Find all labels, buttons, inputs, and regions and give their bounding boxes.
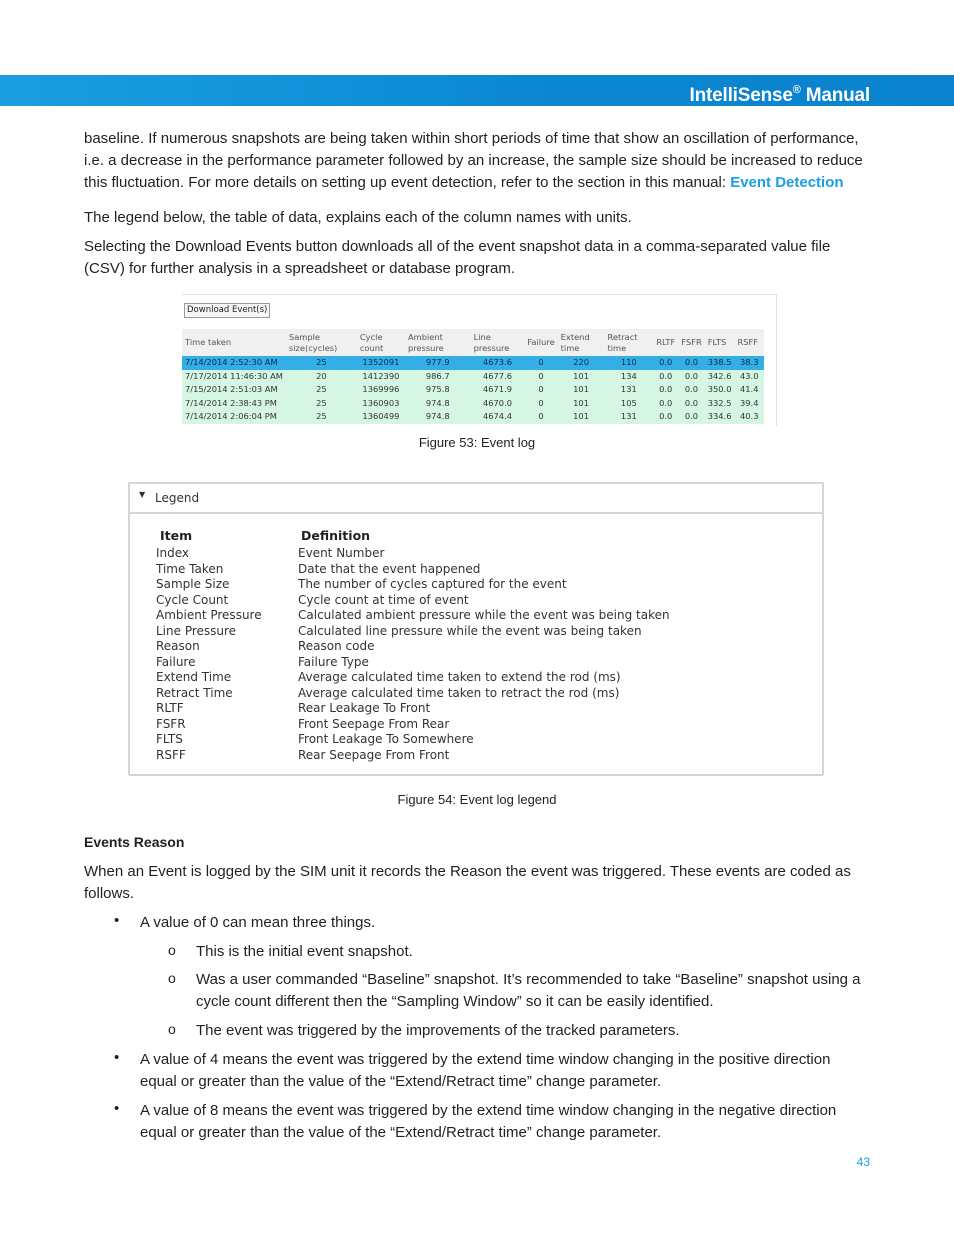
- table-cell: 110: [605, 356, 654, 370]
- table-cell: 0: [524, 397, 557, 411]
- bullet-value-8: A value of 8 means the event was triggered by the extend time window changing in the negative direction equal or greater than the value of the “Extend/Retract time” change parameter.: [140, 1102, 837, 1141]
- table-cell: 977.9: [405, 356, 471, 370]
- bullet-value-0: A value of 0 can mean three things.: [140, 914, 376, 931]
- table-cell: 332.5: [705, 397, 735, 411]
- table-cell: 101: [558, 370, 605, 384]
- legend-item: Failure: [156, 654, 196, 669]
- legend-item: Sample Size: [156, 577, 230, 591]
- table-row[interactable]: [182, 370, 764, 384]
- legend-definition: Front Seepage From Rear: [298, 716, 450, 731]
- events-reason-intro: When an Event is logged by the SIM unit it records the Reason the event was triggered. These events are coded as follows.: [84, 863, 851, 902]
- column-header[interactable]: RLTF: [653, 329, 678, 356]
- figure-54-caption: Figure 54: Event log legend: [397, 792, 557, 807]
- table-cell: 7/17/2014 11:46:30 AM: [182, 370, 286, 384]
- column-header[interactable]: Ambient pressure: [405, 329, 471, 356]
- table-cell: 43.0: [734, 370, 764, 384]
- table-row[interactable]: [182, 383, 764, 397]
- table-cell: 220: [558, 356, 605, 370]
- column-header[interactable]: Sample size(cycles): [286, 329, 357, 356]
- table-cell: 134: [605, 370, 654, 384]
- table-cell: 40.3: [734, 410, 764, 424]
- table-cell: 0.0: [653, 370, 678, 384]
- legend-definition: Average calculated time taken to retract the rod (ms): [298, 685, 620, 700]
- event-log-table: [182, 329, 764, 424]
- table-cell: 38.3: [734, 356, 764, 370]
- paragraph-download: Selecting the Download Events button downloads all of the event snapshot data in a comma-separated value file (CSV) for further analysis in a spreadsheet or database program.: [84, 238, 831, 277]
- legend-definition: Date that the event happened: [298, 561, 481, 576]
- table-cell: 1360903: [357, 397, 405, 411]
- legend-definition: Reason code: [298, 639, 375, 653]
- paragraph-baseline: baseline. If numerous snapshots are being taken within short periods of time that show an oscillation of performance, i.e. a decrease in the performance parameter followed by an increase, the sample size should be increased to reduce this fluctuation. For more details on setting up event detection, refer to the section in this manual: Event Detection: [84, 130, 863, 191]
- sub-bullet-baseline: Was a user commanded “Baseline” snapshot. It’s recommended to take “Baseline” snapshot using a cycle count different then the “Sampling Window” so it can be easily identified.: [196, 971, 861, 1010]
- table-cell: 4673.6: [471, 356, 525, 370]
- table-cell: 7/15/2014 2:51:03 AM: [182, 383, 286, 397]
- sub-bullet-icon: o: [168, 970, 176, 986]
- table-row[interactable]: [182, 356, 764, 370]
- table-cell: 1360499: [357, 410, 405, 424]
- table-cell: 1412390: [357, 370, 405, 384]
- legend-item: FSFR: [156, 716, 186, 731]
- legend-item: RSFF: [156, 747, 186, 762]
- event-log-header-row: [182, 329, 764, 356]
- table-cell: 131: [605, 410, 654, 424]
- table-cell: 0.0: [678, 356, 704, 370]
- table-cell: 350.0: [705, 383, 735, 397]
- table-cell: 25: [286, 383, 357, 397]
- manual-title: IntelliSense® Manual: [689, 84, 870, 106]
- table-cell: 7/14/2014 2:52:30 AM: [182, 356, 286, 370]
- legend-item: Line Pressure: [156, 623, 237, 638]
- table-cell: 1369996: [357, 383, 405, 397]
- table-cell: 20: [286, 370, 357, 384]
- legend-definition: Rear Leakage To Front: [298, 701, 431, 715]
- legend-col-item: Item: [160, 528, 193, 543]
- events-reason-heading: Events Reason: [84, 834, 185, 850]
- legend-item: Index: [156, 546, 190, 560]
- bullet-icon: •: [114, 1049, 120, 1066]
- column-header[interactable]: Line pressure: [471, 329, 525, 356]
- caret-down-icon[interactable]: ▼: [139, 490, 146, 499]
- table-cell: 986.7: [405, 370, 471, 384]
- legend-panel: [128, 482, 824, 776]
- table-cell: 0: [524, 356, 557, 370]
- table-cell: 0: [524, 383, 557, 397]
- event-log-screenshot: [182, 294, 777, 426]
- table-cell: 0: [524, 370, 557, 384]
- legend-item: FLTS: [156, 732, 183, 746]
- table-cell: 0.0: [678, 397, 704, 411]
- table-row[interactable]: [182, 410, 764, 424]
- table-cell: 334.6: [705, 410, 735, 424]
- event-detection-link[interactable]: Event Detection: [730, 173, 844, 191]
- legend-col-definition: Definition: [301, 528, 371, 543]
- sub-bullet-initial: This is the initial event snapshot.: [196, 943, 413, 960]
- column-header[interactable]: RSFF: [734, 329, 764, 356]
- header-bar: [0, 75, 954, 106]
- column-header[interactable]: FLTS: [705, 329, 735, 356]
- table-cell: 105: [605, 397, 654, 411]
- figure-53-caption: Figure 53: Event log: [418, 435, 536, 450]
- table-cell: 974.8: [405, 410, 471, 424]
- legend-definition: The number of cycles captured for the event: [298, 577, 567, 591]
- column-header[interactable]: Time taken: [182, 329, 286, 356]
- legend-header[interactable]: [130, 484, 822, 514]
- table-cell: 101: [558, 383, 605, 397]
- table-cell: 25: [286, 410, 357, 424]
- paragraph-legend-intro: The legend below, the table of data, explains each of the column names with units.: [84, 209, 632, 226]
- table-cell: 0.0: [678, 383, 704, 397]
- legend-title: Legend: [155, 491, 200, 505]
- table-cell: 974.8: [405, 397, 471, 411]
- table-cell: 975.8: [405, 383, 471, 397]
- legend-definition: Event Number: [298, 546, 385, 560]
- legend-definition: Cycle count at time of event: [298, 592, 469, 607]
- table-cell: 7/14/2014 2:38:43 PM: [182, 397, 286, 411]
- table-cell: 4670.0: [471, 397, 525, 411]
- bullet-icon: •: [114, 1100, 120, 1117]
- legend-definition: Average calculated time taken to extend the rod (ms): [298, 670, 621, 684]
- table-cell: 41.4: [734, 383, 764, 397]
- table-cell: 0.0: [653, 383, 678, 397]
- table-cell: 4677.6: [471, 370, 525, 384]
- legend-item: RLTF: [156, 701, 184, 715]
- sub-bullet-icon: o: [168, 942, 176, 958]
- legend-definition: Calculated ambient pressure while the event was being taken: [298, 608, 670, 622]
- legend-item: Extend Time: [156, 670, 232, 684]
- table-cell: 4674.4: [471, 410, 525, 424]
- download-events-button[interactable]: Download Event(s): [184, 303, 270, 318]
- sub-bullet-icon: o: [168, 1021, 176, 1037]
- column-header[interactable]: Retract time: [605, 329, 654, 356]
- legend-item: Retract Time: [156, 685, 233, 700]
- table-cell: 338.5: [705, 356, 735, 370]
- table-cell: 0.0: [678, 370, 704, 384]
- table-cell: 1352091: [357, 356, 405, 370]
- page-number: 43: [856, 1155, 870, 1169]
- table-cell: 0.0: [653, 410, 678, 424]
- legend-definition: Failure Type: [298, 654, 369, 669]
- table-cell: 101: [558, 397, 605, 411]
- table-cell: 0.0: [653, 397, 678, 411]
- table-cell: 4671.9: [471, 383, 525, 397]
- table-cell: 101: [558, 410, 605, 424]
- table-cell: 0: [524, 410, 557, 424]
- legend-definition: Rear Seepage From Front: [298, 747, 450, 762]
- sub-bullet-improvements: The event was triggered by the improvements of the tracked parameters.: [196, 1022, 680, 1039]
- legend-item: Cycle Count: [156, 592, 229, 607]
- bullet-icon: •: [114, 912, 120, 929]
- table-cell: 25: [286, 397, 357, 411]
- table-cell: 25: [286, 356, 357, 370]
- table-cell: 7/14/2014 2:06:04 PM: [182, 410, 286, 424]
- table-row[interactable]: [182, 397, 764, 411]
- column-header[interactable]: Cycle count: [357, 329, 405, 356]
- bullet-value-4: A value of 4 means the event was triggered by the extend time window changing in the positive direction equal or greater than the value of the “Extend/Retract time” change parameter.: [140, 1051, 831, 1090]
- table-cell: 0.0: [678, 410, 704, 424]
- table-cell: 131: [605, 383, 654, 397]
- legend-item: Time Taken: [156, 561, 224, 576]
- legend-definition: Calculated line pressure while the event was being taken: [298, 623, 642, 638]
- table-cell: 39.4: [734, 397, 764, 411]
- legend-item: Ambient Pressure: [156, 608, 262, 622]
- table-cell: 342.6: [705, 370, 735, 384]
- column-header[interactable]: FSFR: [678, 329, 704, 356]
- column-header[interactable]: Extend time: [558, 329, 605, 356]
- column-header[interactable]: Failure: [524, 329, 557, 356]
- table-cell: 0.0: [653, 356, 678, 370]
- legend-item: Reason: [156, 639, 200, 653]
- legend-definition: Front Leakage To Somewhere: [298, 732, 474, 746]
